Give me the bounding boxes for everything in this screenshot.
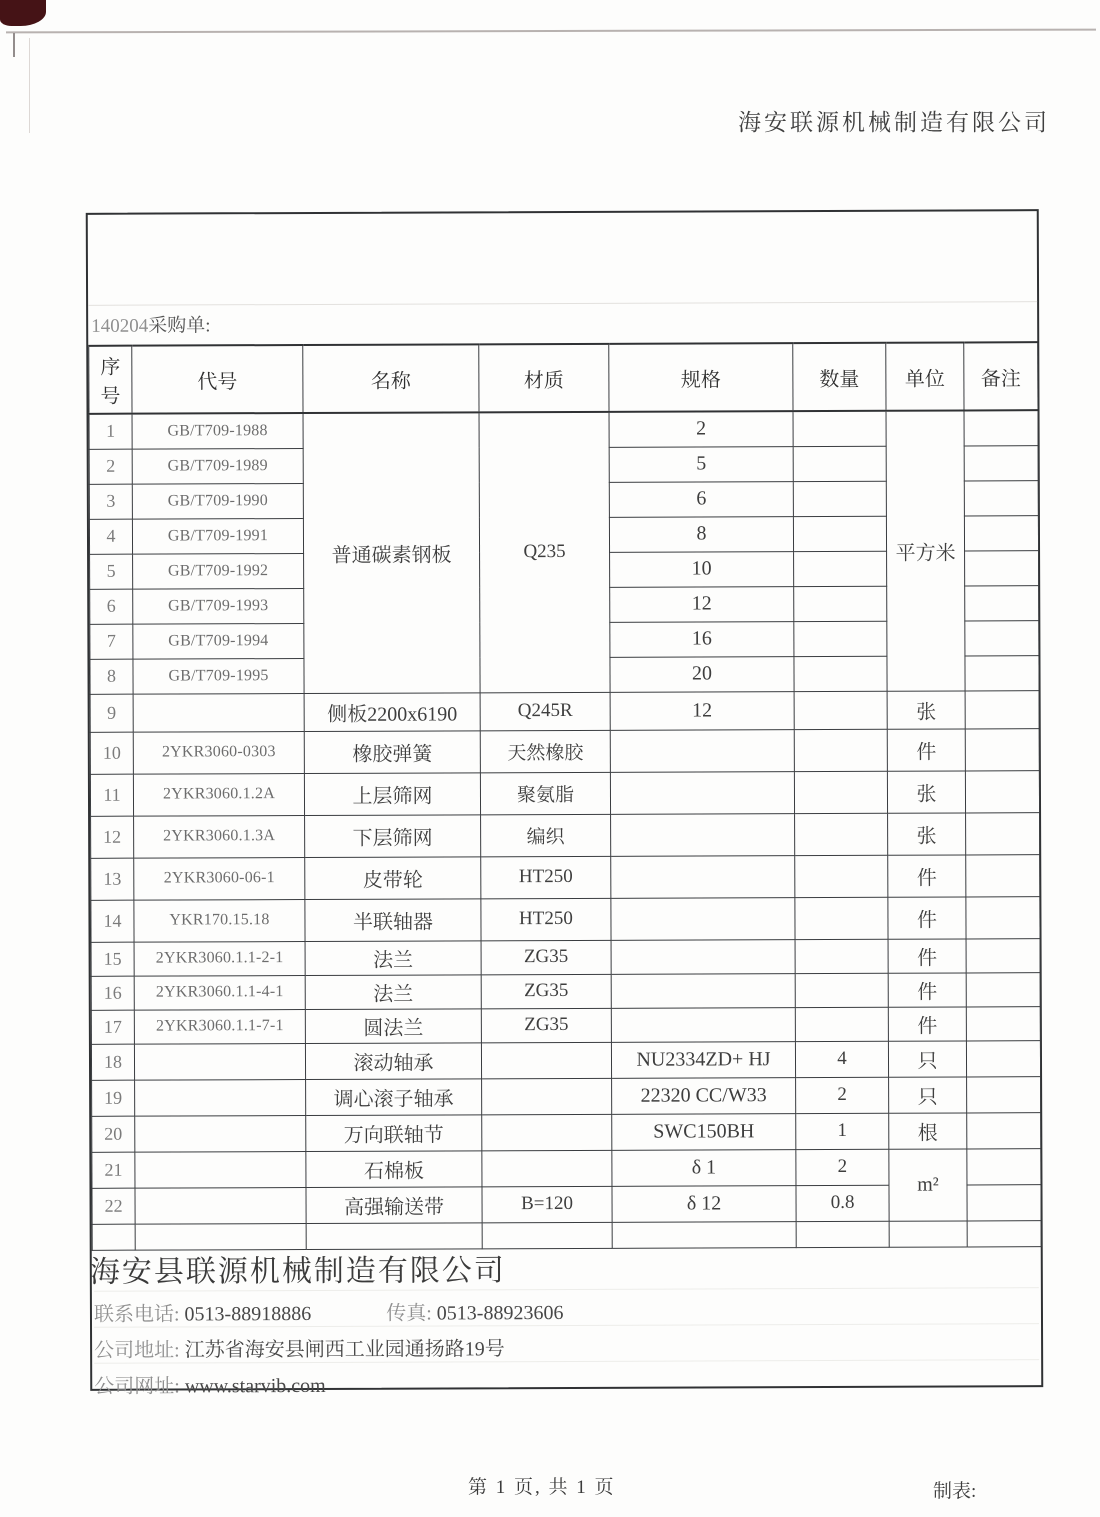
cell-code: GB/T709-1992 <box>133 553 304 589</box>
scan-edge-line <box>6 29 1096 34</box>
cell-serial: 7 <box>90 624 133 659</box>
cell-unit: 张 <box>888 812 966 854</box>
col-header-serial: 序号 <box>89 346 132 414</box>
cell-spec <box>610 771 794 814</box>
cell-serial: 6 <box>90 589 133 624</box>
scan-crease-line <box>29 38 30 133</box>
cell-name: 橡胶弹簧 <box>304 730 480 773</box>
cell-remark <box>964 410 1038 445</box>
cell-name: 万向联轴节 <box>306 1114 482 1151</box>
phone-label: 联系电话: <box>93 1303 180 1326</box>
cell-unit: 张 <box>887 690 965 728</box>
cell-material <box>482 1078 612 1114</box>
cell-qty <box>794 656 887 691</box>
cell-spec: 6 <box>609 481 793 517</box>
cell-code: GB/T709-1993 <box>133 588 304 624</box>
cell-name: 圆法兰 <box>305 1008 481 1043</box>
cell-remark <box>967 1076 1041 1112</box>
table-row <box>91 938 1040 976</box>
cell-remark <box>967 1220 1041 1246</box>
cell-remark <box>967 1112 1041 1148</box>
cell-qty <box>795 813 888 855</box>
cell-qty <box>796 1221 889 1247</box>
cell-spec: 8 <box>609 516 793 552</box>
cell-qty <box>794 586 887 621</box>
cell-serial: 9 <box>90 694 133 732</box>
cell-spec: δ 1 <box>612 1149 796 1186</box>
cell-qty <box>794 771 887 813</box>
cell-spec: δ 12 <box>612 1185 796 1222</box>
purchase-items-table <box>88 341 1041 1250</box>
cell-remark <box>965 620 1039 655</box>
cell-material-merged: Q235 <box>479 412 610 692</box>
cell-code <box>135 1223 306 1250</box>
cell-qty <box>794 551 887 586</box>
cell-remark <box>964 515 1038 550</box>
company-header: 海安联源机械制造有限公司 <box>738 110 1050 135</box>
cell-serial: 20 <box>92 1116 135 1152</box>
cell-serial: 10 <box>90 732 133 774</box>
table-row <box>91 1040 1040 1080</box>
cell-material <box>481 1042 611 1078</box>
cell-spec <box>611 973 795 1008</box>
scan-ink-blot <box>0 0 46 26</box>
prepared-by-label: 制表: <box>933 1481 977 1502</box>
table-row <box>90 728 1039 774</box>
cell-qty <box>793 516 886 551</box>
order-number: 140204 <box>91 315 149 337</box>
table-header-row <box>89 342 1038 414</box>
address-label: 公司地址: <box>94 1339 180 1362</box>
cell-material: 聚氨脂 <box>480 772 610 814</box>
faint-rule-line <box>88 301 1037 306</box>
table-row <box>92 1220 1041 1250</box>
cell-code: GB/T709-1990 <box>132 483 303 519</box>
cell-qty: 1 <box>796 1113 889 1149</box>
footer-contact-line <box>94 1294 1039 1327</box>
cell-unit: 件 <box>887 728 965 770</box>
cell-unit-merged: m² <box>889 1148 967 1220</box>
cell-code: 2YKR3060.1.2A <box>133 773 304 816</box>
cell-spec <box>611 897 795 940</box>
cell-qty <box>795 897 888 939</box>
table-row <box>89 410 1038 449</box>
table-row <box>92 1112 1041 1152</box>
scan-mark <box>13 33 15 57</box>
cell-qty <box>794 729 887 771</box>
col-header-remark: 备注 <box>964 342 1038 410</box>
cell-spec: 16 <box>610 621 794 657</box>
company-info-block <box>89 1247 1040 1398</box>
cell-serial: 11 <box>90 774 133 816</box>
cell-material <box>482 1114 612 1150</box>
cell-code <box>135 1079 306 1116</box>
cell-qty <box>794 691 887 729</box>
cell-serial: 1 <box>89 414 132 449</box>
table-row <box>90 770 1039 816</box>
footer-website-line <box>94 1366 1039 1399</box>
cell-code: 2YKR3060-06-1 <box>134 857 305 900</box>
table-row <box>91 972 1040 1010</box>
cell-serial: 15 <box>91 942 134 976</box>
cell-serial: 21 <box>92 1152 135 1188</box>
cell-material: ZG35 <box>481 974 611 1008</box>
cell-code <box>134 1043 305 1080</box>
cell-spec: 2 <box>609 411 793 447</box>
col-header-material: 材质 <box>479 344 609 412</box>
footer-address-line <box>94 1330 1039 1363</box>
cell-name <box>306 1222 482 1249</box>
cell-material: 编织 <box>481 814 611 856</box>
cell-remark <box>966 1040 1040 1076</box>
cell-code: GB/T709-1994 <box>133 623 304 659</box>
table-row <box>90 690 1039 732</box>
cell-qty <box>793 411 886 446</box>
cell-material <box>482 1150 612 1186</box>
cell-serial: 8 <box>90 659 133 694</box>
cell-spec: 12 <box>610 691 794 730</box>
cell-spec: 10 <box>610 551 794 587</box>
cell-code <box>133 693 304 732</box>
cell-remark <box>965 585 1039 620</box>
cell-qty <box>794 621 887 656</box>
cell-serial: 3 <box>89 484 132 519</box>
cell-remark <box>965 728 1039 770</box>
cell-qty: 0.8 <box>796 1185 889 1221</box>
cell-remark <box>965 690 1039 728</box>
cell-code: GB/T709-1991 <box>132 518 303 554</box>
cell-qty: 2 <box>796 1077 889 1113</box>
fax-value: 0513-88923606 <box>436 1302 564 1325</box>
cell-spec: 22320 CC/W33 <box>612 1077 796 1114</box>
cell-name: 半联轴器 <box>305 898 481 941</box>
cell-spec: 5 <box>609 446 793 482</box>
table-row <box>91 812 1040 858</box>
cell-remark <box>965 550 1039 585</box>
cell-spec <box>611 1007 795 1042</box>
cell-material: HT250 <box>481 856 611 898</box>
cell-code: 2YKR3060-0303 <box>133 731 304 774</box>
cell-name-merged: 普通碳素钢板 <box>303 412 480 693</box>
cell-unit: 件 <box>888 938 966 972</box>
cell-name: 石棉板 <box>306 1150 482 1187</box>
cell-name: 滚动轴承 <box>305 1042 481 1079</box>
cell-remark <box>967 1184 1041 1220</box>
table-row <box>91 1006 1040 1044</box>
cell-code <box>135 1187 306 1224</box>
table-row <box>92 1076 1041 1116</box>
website-label: 公司网址: <box>94 1375 180 1398</box>
purchase-order-sheet <box>86 209 1044 1398</box>
cell-unit: 件 <box>888 896 966 938</box>
cell-remark <box>966 812 1040 854</box>
cell-remark <box>966 972 1040 1006</box>
cell-spec <box>610 729 794 772</box>
cell-remark <box>966 854 1040 896</box>
cell-unit-merged: 平方米 <box>886 410 965 690</box>
phone-value: 0513-88918886 <box>184 1302 312 1326</box>
cell-serial: 12 <box>91 816 134 858</box>
order-title <box>91 310 210 337</box>
cell-material: HT250 <box>481 898 611 940</box>
cell-code: GB/T709-1989 <box>132 448 303 484</box>
cell-unit: 件 <box>888 854 966 896</box>
col-header-spec: 规格 <box>609 343 793 412</box>
cell-serial: 2 <box>89 449 132 484</box>
cell-serial <box>92 1224 135 1250</box>
cell-material: B=120 <box>482 1186 612 1222</box>
table-row <box>91 896 1040 942</box>
cell-remark <box>967 1148 1041 1184</box>
cell-unit: 根 <box>889 1112 967 1148</box>
cell-material: ZG35 <box>481 940 611 974</box>
footer-company-name: 海安县联源机械制造有限公司 <box>89 1254 506 1289</box>
cell-name: 高强输送带 <box>306 1186 482 1223</box>
cell-serial: 4 <box>89 519 132 554</box>
cell-material: ZG35 <box>481 1008 611 1042</box>
cell-name: 法兰 <box>305 940 481 975</box>
cell-code: 2YKR3060.1.1-4-1 <box>134 975 305 1010</box>
cell-code: 2YKR3060.1.1-7-1 <box>134 1009 305 1044</box>
cell-spec <box>611 813 795 856</box>
cell-serial: 18 <box>91 1044 134 1080</box>
cell-spec: NU2334ZD+ HJ <box>611 1041 795 1078</box>
cell-remark <box>964 445 1038 480</box>
cell-unit: 张 <box>887 770 965 812</box>
cell-spec <box>611 939 795 974</box>
table-row <box>92 1148 1041 1188</box>
cell-remark <box>966 896 1040 938</box>
cell-code <box>135 1115 306 1152</box>
cell-name: 下层筛网 <box>305 814 481 857</box>
cell-qty <box>793 446 886 481</box>
cell-spec <box>611 855 795 898</box>
cell-code <box>135 1151 306 1188</box>
cell-name: 调心滚子轴承 <box>306 1078 482 1115</box>
col-header-name: 名称 <box>303 344 479 413</box>
cell-qty: 4 <box>795 1041 888 1077</box>
cell-code: GB/T709-1988 <box>132 413 303 449</box>
cell-qty <box>795 1007 888 1041</box>
cell-serial: 17 <box>91 1010 134 1044</box>
cell-remark <box>966 1006 1040 1040</box>
cell-qty <box>795 855 888 897</box>
cell-unit: 件 <box>888 1006 966 1040</box>
cell-code: 2YKR3060.1.1-2-1 <box>134 941 305 976</box>
address-value: 江苏省海安县闸西工业园通扬路19号 <box>184 1338 505 1362</box>
cell-spec: 12 <box>610 586 794 622</box>
cell-remark <box>964 480 1038 515</box>
cell-qty: 2 <box>796 1149 889 1185</box>
cell-spec: 20 <box>610 656 794 692</box>
cell-code: 2YKR3060.1.3A <box>134 815 305 858</box>
col-header-qty: 数量 <box>793 343 886 411</box>
cell-material: 天然橡胶 <box>480 730 610 772</box>
cell-remark <box>965 655 1039 690</box>
cell-serial: 22 <box>92 1188 135 1224</box>
cell-unit <box>889 1220 967 1246</box>
cell-spec <box>612 1221 796 1248</box>
fax-label: 传真: <box>386 1302 432 1325</box>
table-row <box>91 854 1040 900</box>
cell-remark <box>966 938 1040 972</box>
cell-serial: 19 <box>92 1080 135 1116</box>
cell-qty <box>793 481 886 516</box>
cell-unit: 件 <box>888 972 966 1006</box>
cell-name: 侧板2200x6190 <box>304 692 480 731</box>
cell-spec: SWC150BH <box>612 1113 796 1150</box>
col-header-unit: 单位 <box>886 342 964 410</box>
cell-name: 法兰 <box>305 974 481 1009</box>
cell-qty <box>795 973 888 1007</box>
order-title-text: 采购单: <box>148 315 211 337</box>
col-header-code: 代号 <box>132 345 303 414</box>
cell-remark <box>965 770 1039 812</box>
cell-name: 皮带轮 <box>305 856 481 899</box>
cell-unit: 只 <box>889 1076 967 1112</box>
cell-serial: 16 <box>91 976 134 1010</box>
cell-name: 上层筛网 <box>304 772 480 815</box>
website-value: www.starvib.com <box>184 1374 326 1398</box>
cell-serial: 14 <box>91 900 134 942</box>
cell-code: YKR170.15.18 <box>134 899 305 942</box>
cell-serial: 13 <box>91 858 134 900</box>
cell-code: GB/T709-1995 <box>133 658 304 694</box>
page-indicator: 第 1 页, 共 1 页 <box>468 1477 616 1498</box>
cell-unit: 只 <box>888 1040 966 1076</box>
cell-serial: 5 <box>90 554 133 589</box>
cell-material <box>482 1222 612 1248</box>
cell-qty <box>795 939 888 973</box>
cell-material: Q245R <box>480 692 610 730</box>
